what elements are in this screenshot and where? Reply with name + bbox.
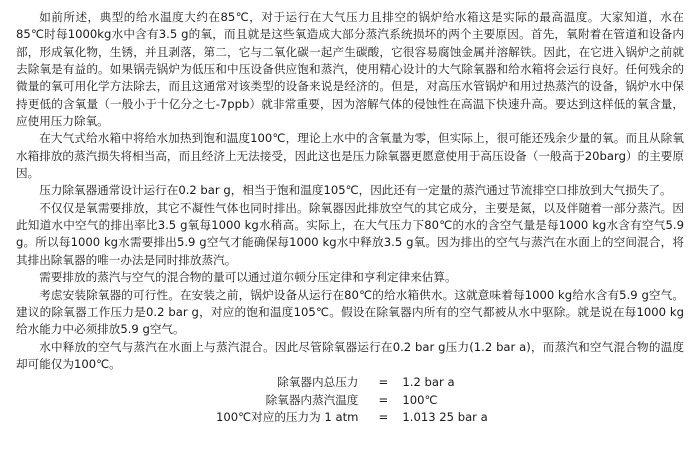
equation-table	[216, 374, 488, 426]
paragraph-atmospheric-tank: 在大气式给水箱中将给水加热到饱和温度100℃，理论上水中的含氧量为零，但实际上，很可能还残余少量的氧。而且从除氧水箱排放的蒸汽损失将相当高，而且经济上无法接受，因此这也是压力除氧器更愿意使用于高压设备（一般高于20barg）的主要原因。	[16, 131, 684, 181]
equation-row	[216, 374, 488, 391]
equals-sign: =	[378, 375, 389, 390]
equation-value: 1.2 bar a	[402, 375, 455, 390]
paragraph-air-steam-mixture: 水中释放的空气与蒸汽在水面上与蒸汽混合。因此尽管除氧器运行在0.2 bar g压力(1.2 bar a)，而蒸汽和空气混合物的温度却可能仅为100℃。	[16, 339, 684, 371]
equation-label: 除氧器内总压力	[277, 375, 359, 390]
equals-sign: =	[378, 409, 389, 424]
equation-row	[216, 409, 488, 426]
paragraph-feasibility: 考虑安装除氧器的可行性。在安装之前，锅炉设备从运行在80℃的给水箱供水。这就意味着每1000 kg给水含有5.9 g空气。建议的除氧器工作压力是0.2 bar g，对应的饱和温度105℃。假设在除氧器内所有的空气都被从水中驱除。就是说在每1000 kg给水能力中必须排放5.9 g空气。	[16, 287, 684, 337]
paragraph-feedwater-temperature: 如前所述，典型的给水温度大约在85℃，对于运行在大气压力且排空的锅炉给水箱这是实际的最高温度。大家知道，水在85℃时每1000kg水中含有3.5 g的氧，而且就是这些氧造成大部分蒸汽系统损坏的两个主要原因。首先，氧附着在管道和设备内部，形成氧化物，生锈，并且剥落，第二，它与二氧化碳一起产生碳酸，它很容易腐蚀金属并溶解铁。因此，在它进入锅炉之前就去除氧是有益的。如果锅壳锅炉为低压和中压设备供应饱和蒸汽，使用精心设计的大气除氧器和给水箱将会运行良好。任何残余的微量的氧可用化学方法除去，而且这通常对该类型的设备来说是经济的。但是，对高压水管锅炉和用过热蒸汽的设备，锅炉水中保持更低的含氧量（一般小于十亿分之七-7ppb）就非常重要，因为溶解气体的侵蚀性在高温下快速升高。要达到这样低的氧含量，应使用压力除氧。	[16, 10, 684, 129]
equals-sign: =	[378, 392, 389, 407]
equation-row	[216, 392, 488, 409]
equation-label: 100℃对应的压力为 1 atm	[216, 409, 359, 424]
paragraph-pressure-deaerator: 压力除氧器通常设计运行在0.2 bar g，相当于饱和温度105℃，因此还有一定量的蒸汽通过节流排空口排放到大气损失了。	[39, 183, 672, 198]
equation-label: 除氧器内蒸汽温度	[265, 392, 359, 407]
paragraph-dalton-henry: 需要排放的蒸汽与空气的混合物的量可以通过道尔顿分压定律和亨利定律来估算。	[39, 270, 457, 285]
paragraph-noncondensable-gases: 不仅仅是氧需要排放，其它不凝性气体也同时排出。除氧器因此排放空气的其它成分，主要是氮，以及伴随着一部分蒸汽。因此知道水中空气的排出率比3.5 g氧每1000 kg水稍高。实际上，在大气压力下80℃的水的含空气量是每1000 kg水含有空气5.9 g。所以每1000 kg水需要排出5.9 g空气才能确保每1000 kg水中释放3.5 g氧。因为排出的空气与蒸汽在水面上的空间混合，将其排出除氧器的唯一办法是同时排放蒸汽。	[16, 200, 684, 267]
equation-value: 1.013 25 bar a	[402, 409, 488, 424]
equation-value: 100℃	[402, 392, 438, 407]
